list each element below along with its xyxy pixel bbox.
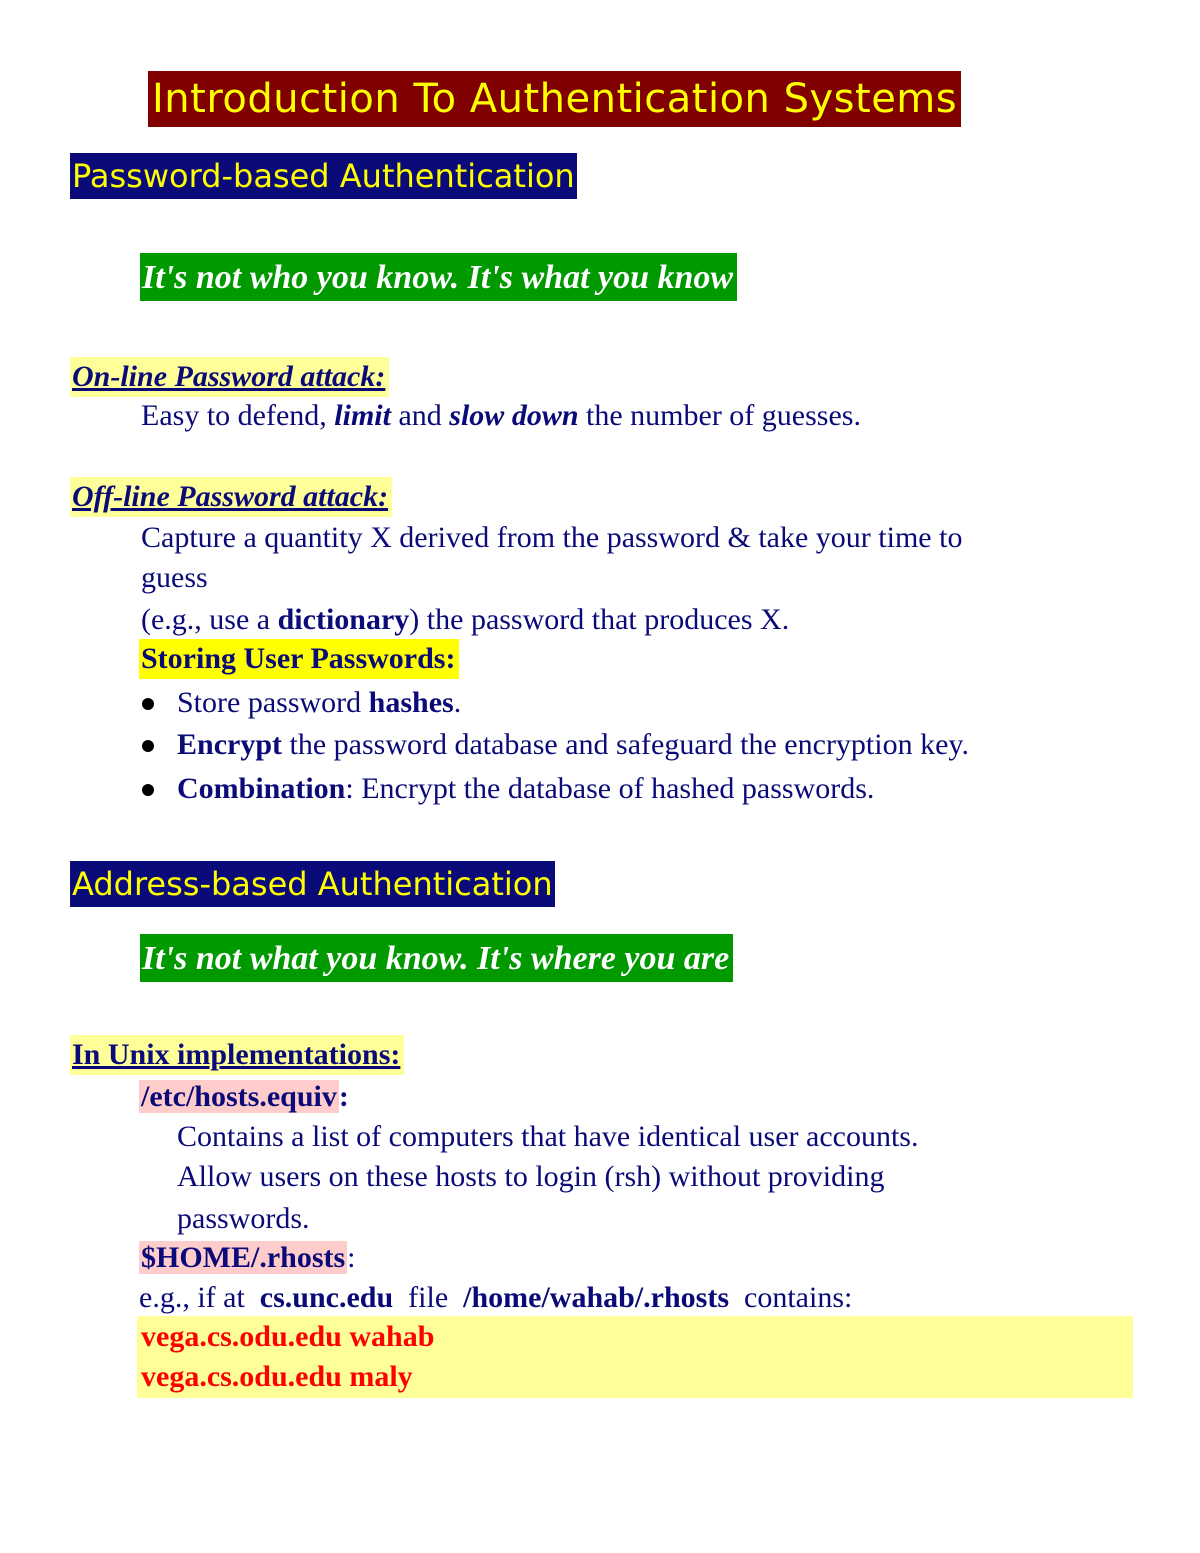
rhosts-code-block (137, 1316, 1133, 1398)
offline-line-1: Capture a quantity X derived from the password & take your time to (141, 521, 963, 554)
code-line: vega.cs.odu.edu maly (141, 1360, 413, 1393)
online-text-2: the number of guesses. (578, 399, 861, 432)
hosts-equiv-line-2: Allow users on these hosts to login (rsh) without providing (177, 1160, 885, 1193)
bullet-post: . (453, 686, 462, 719)
limit-emphasis: limit (334, 399, 391, 432)
offline-line-2: guess (141, 561, 208, 594)
password-motto: It's not who you know. It's what you know (140, 253, 737, 301)
bullet-pre: Store password (177, 686, 369, 719)
list-item (177, 725, 969, 765)
list-item (177, 769, 874, 809)
rhosts-example (139, 1278, 852, 1318)
offline-line-3-post: ) the password that produces X. (409, 603, 790, 636)
bullet-icon (142, 784, 154, 796)
hosts-equiv-label (139, 1077, 349, 1117)
bullet-post: the password database and safeguard the encryption key. (282, 728, 969, 761)
online-and: and (390, 399, 450, 432)
address-motto: It's not what you know. It's where you are (140, 934, 733, 982)
rhosts-colon: : (347, 1241, 356, 1274)
rhosts-file: /home/wahab/.rhosts (463, 1281, 730, 1314)
dictionary-emphasis: dictionary (277, 603, 410, 636)
rhosts-eg-post: contains: (729, 1281, 853, 1314)
offline-attack-label: Off-line Password attack: (70, 477, 392, 517)
rhosts-label (139, 1238, 356, 1278)
rhosts-path: $HOME/.rhosts (141, 1241, 346, 1274)
unix-implementations-label: In Unix implementations: (70, 1035, 404, 1075)
rhosts-host: cs.unc.edu (259, 1281, 394, 1314)
bullet-post: : Encrypt the database of hashed passwords. (345, 772, 875, 805)
password-section-heading: Password-based Authentication (70, 153, 577, 199)
online-attack-label: On-line Password attack: (70, 357, 389, 397)
page-title: Introduction To Authentication Systems (148, 71, 961, 127)
bullet-bold: Encrypt (177, 728, 282, 761)
hosts-equiv-line-1: Contains a list of computers that have identical user accounts. (177, 1120, 919, 1153)
slow-down-emphasis: slow down (449, 399, 579, 432)
bullet-bold: Combination (177, 772, 346, 805)
hosts-equiv-line-3: passwords. (177, 1202, 310, 1235)
rhosts-eg-mid: file (393, 1281, 464, 1314)
bullet-bold: hashes (368, 686, 454, 719)
storing-passwords-label: Storing User Passwords: (139, 639, 459, 679)
hosts-equiv-colon: : (338, 1080, 349, 1113)
online-text-1: Easy to defend, (141, 399, 335, 432)
offline-line-3 (141, 600, 789, 640)
rhosts-eg-pre: e.g., if at (139, 1281, 260, 1314)
code-line: vega.cs.odu.edu wahab (141, 1320, 435, 1353)
hosts-equiv-path: /etc/hosts.equiv (141, 1080, 337, 1113)
address-section-heading: Address-based Authentication (70, 861, 555, 907)
offline-line-3-pre: (e.g., use a (141, 603, 278, 636)
list-item (177, 683, 461, 723)
bullet-icon (142, 740, 154, 752)
bullet-icon (142, 698, 154, 710)
online-attack-text (141, 396, 861, 436)
